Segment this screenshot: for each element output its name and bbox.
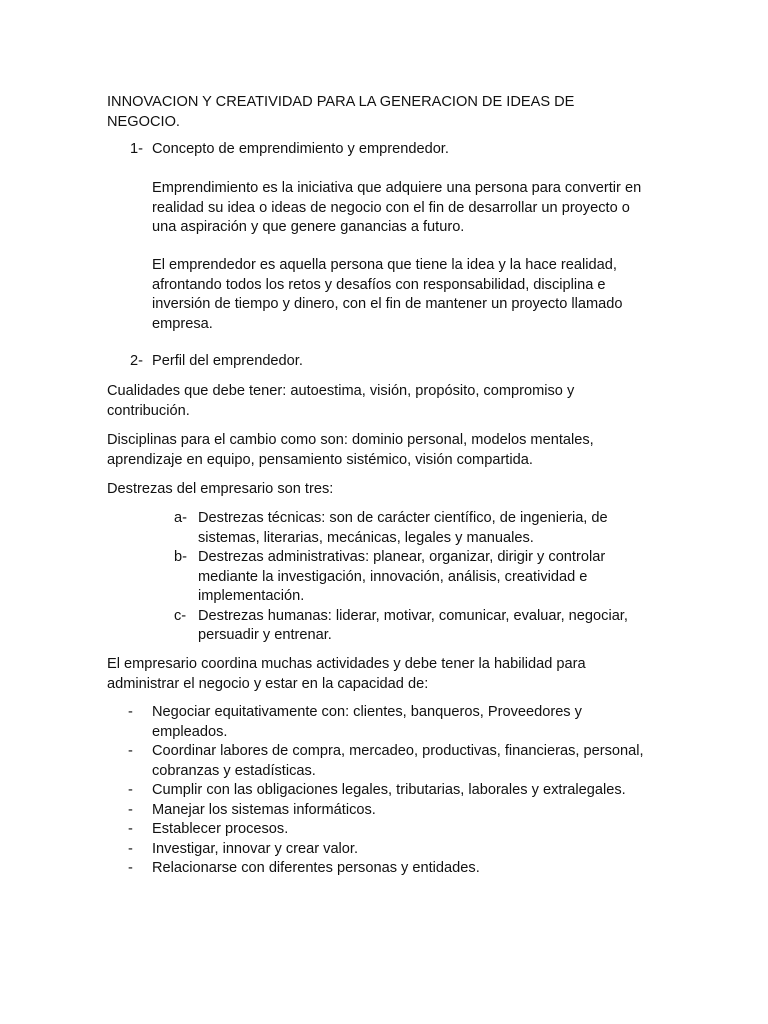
list-marker: - [128, 801, 133, 818]
list-marker: - [128, 782, 133, 798]
list-item-line: Destrezas administrativas: planear, organizar, dirigir y controlar [198, 549, 606, 565]
list-item-line: Negociar equitativamente con: clientes, banqueros, Proveedores y [152, 704, 582, 720]
list-item [128, 742, 688, 781]
list-marker: - [128, 743, 133, 759]
coordina-paragraph [107, 655, 586, 694]
list-item-line: mediante la investigación, innovación, análisis, creatividad e [198, 568, 588, 585]
list-item-line: Coordinar labores de compra, mercadeo, productivas, financieras, personal, [152, 743, 644, 759]
list-item-line: empleados. [152, 723, 228, 740]
list-item [174, 548, 694, 607]
section-2-title: Perfil del emprendedor. [152, 353, 303, 369]
paragraph-line: El emprendedor es aquella persona que tiene la idea y la hace realidad, [152, 257, 617, 273]
actividades-list [128, 703, 688, 879]
list-item [128, 859, 688, 879]
list-item [128, 801, 688, 821]
list-item-line: sistemas, literarias, mecánicas, legales y manuales. [198, 529, 534, 546]
list-marker: - [128, 860, 133, 876]
section-1-number: 1- [130, 141, 143, 157]
paragraph-line: administrar el negocio y estar en la capacidad de: [107, 675, 429, 692]
paragraph-line: Emprendimiento es la iniciativa que adquiere una persona para convertir en [152, 180, 642, 196]
list-item [128, 703, 688, 742]
list-marker: b- [174, 549, 187, 565]
list-item [128, 781, 688, 801]
paragraph-line: inversión de tiempo y dinero, con el fin de mantener un proyecto llamado [152, 296, 623, 312]
list-marker: c- [174, 607, 187, 624]
paragraph-line: El empresario coordina muchas actividades y debe tener la habilidad para [107, 656, 586, 672]
list-item [128, 820, 688, 840]
list-item-line: Destrezas técnicas: son de carácter científico, de ingenieria, de [198, 510, 608, 526]
paragraph-line: aprendizaje en equipo, pensamiento sistémico, visión compartida. [107, 451, 533, 468]
paragraph-line: Cualidades que debe tener: autoestima, visión, propósito, compromiso y [107, 383, 575, 399]
paragraph-line: una aspiración y que genere ganancias a futuro. [152, 219, 465, 235]
list-marker: a- [174, 510, 187, 526]
section-2-number: 2- [130, 353, 143, 369]
list-marker: - [128, 821, 133, 837]
disciplinas-paragraph [107, 431, 594, 470]
section-1-heading [130, 140, 630, 160]
list-item-line: Relacionarse con diferentes personas y entidades. [152, 860, 480, 876]
list-marker: - [128, 704, 133, 720]
destrezas-intro [107, 480, 333, 500]
destrezas-list [174, 509, 694, 646]
paragraph-line: Disciplinas para el cambio como son: dominio personal, modelos mentales, [107, 432, 594, 448]
paragraph-line: afrontando todos los retos y desafíos con responsabilidad, disciplina e [152, 276, 606, 293]
paragraph-line: realidad su idea o ideas de negocio con el fin de desarrollar un proyecto o [152, 199, 630, 216]
list-item [128, 840, 688, 860]
emprendedor-paragraph [152, 256, 623, 334]
list-item [174, 509, 694, 548]
list-item-line: Establecer procesos. [152, 821, 289, 837]
section-2-heading [130, 352, 630, 372]
paragraph-line: Destrezas del empresario son tres: [107, 481, 334, 497]
document-title [107, 93, 574, 132]
paragraph-line: empresa. [152, 315, 213, 332]
list-item-line: Investigar, innovar y crear valor. [152, 840, 359, 857]
section-1-title: Concepto de emprendimiento y emprendedor. [152, 141, 449, 157]
cualidades-paragraph [107, 382, 574, 421]
title-line: NEGOCIO. [107, 113, 180, 130]
list-item-line: cobranzas y estadísticas. [152, 762, 316, 779]
paragraph-line: contribución. [107, 402, 190, 419]
title-line: INNOVACION Y CREATIVIDAD PARA LA GENERACION DE IDEAS DE [107, 94, 575, 110]
list-item-line: Destrezas humanas: liderar, motivar, comunicar, evaluar, negociar, [198, 607, 628, 624]
list-item-line: persuadir y entrenar. [198, 627, 332, 643]
list-marker: - [128, 840, 133, 857]
list-item [174, 607, 694, 646]
list-item-line: implementación. [198, 588, 305, 604]
emprendimiento-paragraph [152, 179, 641, 238]
list-item-line: Manejar los sistemas informáticos. [152, 801, 376, 818]
list-item-line: Cumplir con las obligaciones legales, tributarias, laborales y extralegales. [152, 782, 626, 798]
